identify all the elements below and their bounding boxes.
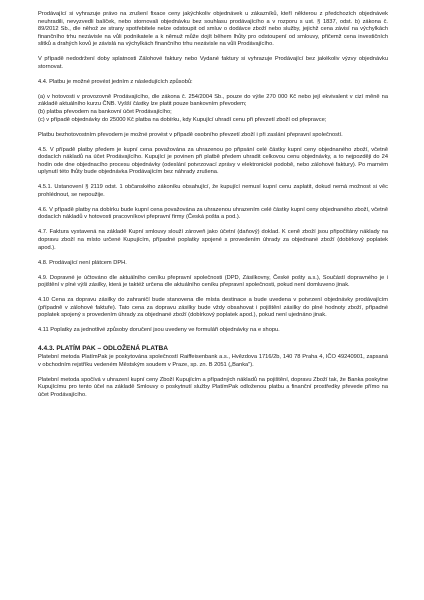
paragraph-payment-cod: (c) v případě objednávky do 25000 Kč platba na dobírku, kdy Kupující uhradí cenu při převzetí zboží od přepravce; <box>38 116 327 123</box>
paragraph-4-9: 4.9. Dopravné je účtováno dle aktuálního ceníku přepravní společnosti (DPD, Zásilkovny, České pošty a.s.), Součástí dopravného je i pojištění v plné výši zásilky, která je taktéž určena dle aktuálního ceníku přepravní společnosti, pokud není domluveno jinak. <box>38 274 388 289</box>
paragraph-4-5: 4.5. V případě platby předem je kupní cena považována za uhrazenou po připsání celé částky kupní ceny objednaného zboží, včetně dodacích nákladů na účet Prodávajícího. Kupující je povinen při platbě předem uhradit celkovou cenu objednávky, a to nejpozději do 24 hodin ode dne objednacího procesu objednávky (odeslání potvrzovací zprávy v elektronické podobě, nebo zálohové faktury). Po marném uplynutí této lhůty bude objednávka Prodávajícím bez náhrady zrušena. <box>38 146 388 176</box>
paragraph-4-7: 4.7. Faktura vystavená na základě Kupní smlouvy slouží zároveň jako účetní (daňový) doklad. K ceně zboží jsou připočítány náklady na dopravu zboží na místo určené Kupujícím, případné poplatky spojené s provedením úhrady za objednané zboží (dobírkový poplatek apod.). <box>38 229 388 251</box>
paragraph-4-10: 4.10 Cena za dopravu zásilky do zahraničí bude stanovena dle místa destinace a bude uvedena v potvrzení objednávky prodávajícím (případně v zálohové faktuře). Tato cena za dopravu zásilky bude vždy obsahovat i pojištění zásilky do plné hodnoty zboží, případné poplatek spojený s provedením úhrady za objednané zboží (dobírkový poplatek apod.), pokud není ujednáno jinak. <box>38 297 388 319</box>
paragraph-platim-pak-description: Platební metoda spočívá v uhrazení kupní ceny Zboží Kupujícím a případných nákladů na pojištění, dopravu Zboží tak, že Banka poskytne Kupujícímu pro tento účel na základě Smlouvy o poskytnutí služby PlatímPak odloženou platbu a finanční prostředky převede přímo na účet Prodávajícího. <box>38 376 388 398</box>
paragraph-platim-pak-provider: Platební metoda PlatímPak je poskytována společností Raiffeisenbank a.s., Hvězdova 1716/2b, 140 78 Praha 4, IČO 49240901, zapsaná v obchodním rejstříku vedeném Městským soudem v Praze, sp. zn. B 2051 („Banka"). <box>38 353 388 368</box>
paragraph-payment-cash: (a) v hotovosti v provozovně Prodávajícího, dle zákona č. 254/2004 Sb., pouze do výše 270 000 Kč nebo její ekvivalent v cizí měně na základě aktuálního kurzu ČNB. Vyšší částky lze platit pouze bankovním převodem; <box>38 93 388 108</box>
paragraph-4-8: 4.8. Prodávající není plátcem DPH. <box>38 259 127 266</box>
section-heading-platim-pak: 4.4.3. PLATÍM PAK – ODLOŽENÁ PLATBA <box>38 344 169 352</box>
paragraph-price-fixation: Prodávající si vyhrazuje právo na zrušení fixace ceny jakýchkoliv objednávek u zákazníků, kteří některou z předchozích objednávek neuhradili, nevyzvedli balíček, nebo stornovali objednávku bez souhlasu prodávajícího a v rozporu s ust. § 1837, odst. b) zákona č. 89/2012 Sb., dle něhož ze strany spotřebitele nelze odstoupit od smluv o dodávce zboží nebo služby, jejichž cena závisí na výchylkách finančního trhu nezávisle na vůli podnikatele a k němuž může dojít během lhůty pro odstoupení od smlouvy, přičemž cena investičních slitků a drahých kovů je závislá na výchylkách finančního trhu nezávisle na vůli Prodávajícího. <box>38 11 388 48</box>
paragraph-4-6: 4.6. V případě platby na dobírku bude kupní cena považována za uhrazenou uhrazením celé částky kupní ceny objednaného zboží, včetně dodacích nákladů v hotovosti pracovníkovi přepravní firmy (Česká pošta a pod.). <box>38 206 388 221</box>
paragraph-4-5-1: 4.5.1. Ustanovení § 2119 odst. 1 občanského zákoníku obsahující, že kupující nemusí kupní cenu zaplatit, dokud nemá možnost si věc prohlédnout, se nepoužije. <box>38 184 388 198</box>
paragraph-cashless-transfer: Platbu bezhotovostním převodem je možné provést v případě osobního převzetí zboží i při zaslání přepravní společností. <box>38 131 343 138</box>
paragraph-payment-transfer: (b) platba převodem na bankovní účet Prodávajícího; <box>38 108 172 115</box>
paragraph-invoice-due: V případě nedodržení doby splatnosti Zálohové faktury nebo Vydané faktury si vyhrazuje Prodávající bez jakékoliv výzvy objednávku stornovat. <box>38 56 388 70</box>
paragraph-payment-methods-intro: 4.4. Platbu je možné provést jedním z následujících způsobů: <box>38 78 193 85</box>
paragraph-4-11: 4.11 Poplatky za jednotlivé způsoby doručení jsou uvedeny ve formuláři objednávky na e shopu. <box>38 327 280 334</box>
